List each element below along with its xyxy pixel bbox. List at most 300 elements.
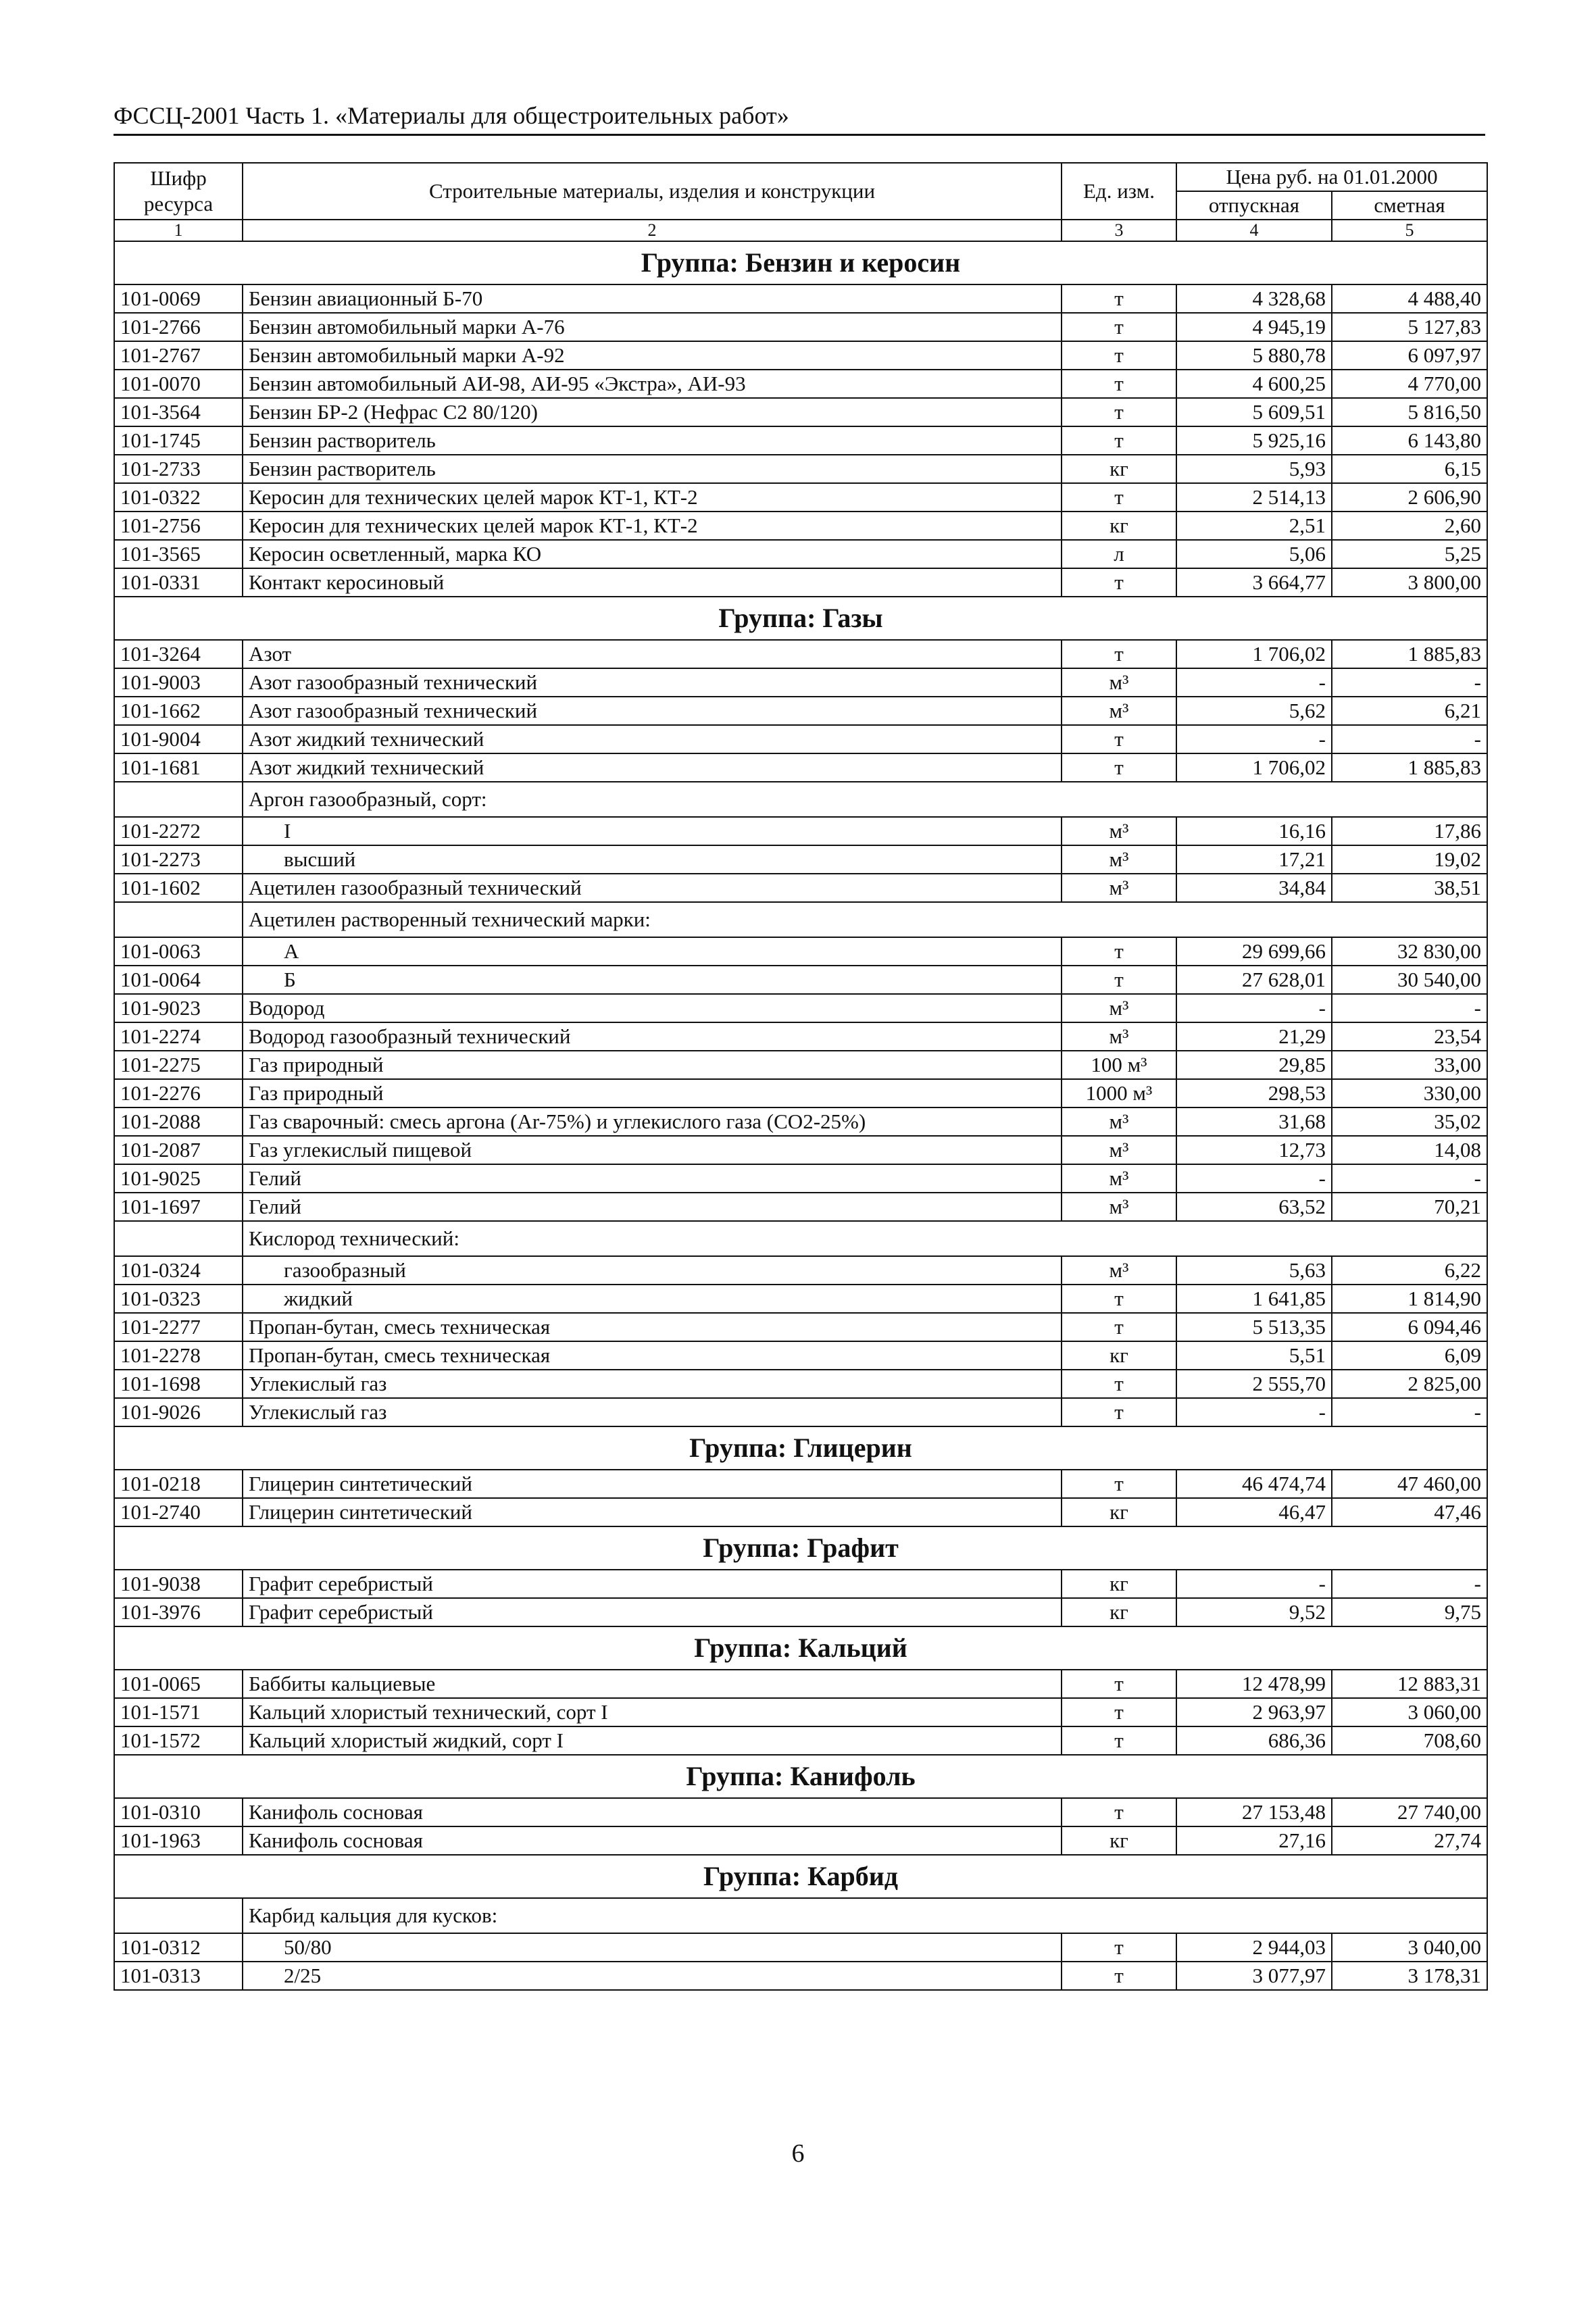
material-name-cell: Пропан-бутан, смесь техническая (243, 1341, 1062, 1370)
column-number: 4 (1176, 220, 1332, 241)
material-name-cell: Бензин авиационный Б-70 (243, 284, 1062, 313)
table-row (114, 1022, 1487, 1051)
table-row (114, 370, 1487, 398)
table-row (114, 1798, 1487, 1826)
header-unit: Ед. изм. (1062, 163, 1176, 220)
material-name-cell: Баббиты кальциевые (243, 1670, 1062, 1698)
release-price-cell: 12,73 (1176, 1136, 1332, 1164)
table-row (114, 512, 1487, 540)
release-price-cell: 5 513,35 (1176, 1313, 1332, 1341)
estimate-price-cell: 3 178,31 (1332, 1962, 1487, 1990)
resource-code-cell: 101-1602 (114, 874, 243, 902)
resource-code-cell: 101-9038 (114, 1570, 243, 1598)
price-table (114, 162, 1488, 1991)
unit-cell: т (1062, 1670, 1176, 1698)
unit-cell: кг (1062, 512, 1176, 540)
resource-code-cell: 101-0069 (114, 284, 243, 313)
unit-cell: т (1062, 1470, 1176, 1498)
table-row (114, 994, 1487, 1022)
estimate-price-cell: 1 814,90 (1332, 1285, 1487, 1313)
estimate-price-cell: 3 800,00 (1332, 568, 1487, 597)
unit-cell: т (1062, 1285, 1176, 1313)
unit-cell: т (1062, 725, 1176, 753)
unit-cell: т (1062, 753, 1176, 782)
subheading-row (114, 902, 1487, 937)
release-price-cell: 5 925,16 (1176, 426, 1332, 455)
unit-cell: т (1062, 483, 1176, 512)
column-number: 2 (243, 220, 1062, 241)
material-name-cell: Канифоль сосновая (243, 1798, 1062, 1826)
estimate-price-cell: 2 606,90 (1332, 483, 1487, 512)
release-price-cell: 27 628,01 (1176, 966, 1332, 994)
unit-cell: т (1062, 1798, 1176, 1826)
release-price-cell: 2,51 (1176, 512, 1332, 540)
estimate-price-cell: 70,21 (1332, 1193, 1487, 1221)
table-row (114, 1670, 1487, 1698)
release-price-cell: 2 514,13 (1176, 483, 1332, 512)
subheading-row (114, 1221, 1487, 1256)
estimate-price-cell: 5,25 (1332, 540, 1487, 568)
material-name-cell: Бензин автомобильный АИ-98, АИ-95 «Экстра», АИ-93 (243, 370, 1062, 398)
material-name-cell: Углекислый газ (243, 1398, 1062, 1426)
unit-cell: т (1062, 1726, 1176, 1755)
release-price-cell: 2 963,97 (1176, 1698, 1332, 1726)
estimate-price-cell: 30 540,00 (1332, 966, 1487, 994)
unit-cell: т (1062, 966, 1176, 994)
table-row (114, 313, 1487, 341)
release-price-cell: 5,63 (1176, 1256, 1332, 1285)
unit-cell: т (1062, 568, 1176, 597)
page-number: 6 (791, 2139, 805, 2168)
estimate-price-cell: 6,22 (1332, 1256, 1487, 1285)
material-name-cell: Графит серебристый (243, 1598, 1062, 1626)
unit-cell: м³ (1062, 817, 1176, 845)
material-name-cell: Азот газообразный технический (243, 668, 1062, 697)
table-row (114, 668, 1487, 697)
unit-cell: т (1062, 937, 1176, 966)
estimate-price-cell: 4 488,40 (1332, 284, 1487, 313)
table-row (114, 1698, 1487, 1726)
unit-cell: м³ (1062, 1193, 1176, 1221)
estimate-price-cell: - (1332, 994, 1487, 1022)
table-row (114, 426, 1487, 455)
material-name-cell: 50/80 (243, 1933, 1062, 1962)
material-name-cell: Газ углекислый пищевой (243, 1136, 1062, 1164)
header-price-release: отпускная (1176, 191, 1332, 220)
table-row (114, 1598, 1487, 1626)
table-row (114, 640, 1487, 668)
table-row (114, 483, 1487, 512)
estimate-price-cell: 1 885,83 (1332, 640, 1487, 668)
release-price-cell: 3 664,77 (1176, 568, 1332, 597)
material-name-cell: высший (243, 845, 1062, 874)
release-price-cell: 2 555,70 (1176, 1370, 1332, 1398)
table-row (114, 1726, 1487, 1755)
group-title: Группа: Газы (114, 597, 1487, 640)
subheading-label: Карбид кальция для кусков: (243, 1898, 1487, 1933)
estimate-price-cell: 27 740,00 (1332, 1798, 1487, 1826)
estimate-price-cell: 32 830,00 (1332, 937, 1487, 966)
material-name-cell: Кальций хлористый жидкий, сорт I (243, 1726, 1062, 1755)
release-price-cell: 1 706,02 (1176, 640, 1332, 668)
material-name-cell: Бензин автомобильный марки А-76 (243, 313, 1062, 341)
resource-code-cell: 101-0331 (114, 568, 243, 597)
subheading-row (114, 1898, 1487, 1933)
estimate-price-cell: - (1332, 668, 1487, 697)
material-name-cell: Глицерин синтетический (243, 1498, 1062, 1526)
release-price-cell: 17,21 (1176, 845, 1332, 874)
resource-code-cell: 101-1697 (114, 1193, 243, 1221)
release-price-cell: - (1176, 1398, 1332, 1426)
column-number: 3 (1062, 220, 1176, 241)
unit-cell: кг (1062, 1498, 1176, 1526)
release-price-cell: 46 474,74 (1176, 1470, 1332, 1498)
table-row (114, 753, 1487, 782)
table-row (114, 817, 1487, 845)
resource-code-cell: 101-0323 (114, 1285, 243, 1313)
unit-cell: т (1062, 398, 1176, 426)
subheading-row (114, 782, 1487, 817)
release-price-cell: 5,51 (1176, 1341, 1332, 1370)
resource-code-cell: 101-3565 (114, 540, 243, 568)
estimate-price-cell: 3 060,00 (1332, 1698, 1487, 1726)
unit-cell: т (1062, 1370, 1176, 1398)
unit-cell: т (1062, 1313, 1176, 1341)
resource-code-cell: 101-2276 (114, 1079, 243, 1107)
resource-code-cell: 101-2740 (114, 1498, 243, 1526)
material-name-cell: Контакт керосиновый (243, 568, 1062, 597)
document-header (114, 101, 1485, 136)
material-name-cell: Пропан-бутан, смесь техническая (243, 1313, 1062, 1341)
unit-cell: т (1062, 1933, 1176, 1962)
resource-code-cell: 101-1572 (114, 1726, 243, 1755)
unit-cell: т (1062, 1398, 1176, 1426)
release-price-cell: 5 880,78 (1176, 341, 1332, 370)
column-number: 5 (1332, 220, 1487, 241)
table-row (114, 1107, 1487, 1136)
group-title: Группа: Карбид (114, 1855, 1487, 1898)
material-name-cell: А (243, 937, 1062, 966)
material-name-cell: Графит серебристый (243, 1570, 1062, 1598)
material-name-cell: Газ природный (243, 1051, 1062, 1079)
column-number: 1 (114, 220, 243, 241)
estimate-price-cell: 3 040,00 (1332, 1933, 1487, 1962)
unit-cell: кг (1062, 1826, 1176, 1855)
resource-code-cell: 101-1681 (114, 753, 243, 782)
subheading-label: Кислород технический: (243, 1221, 1487, 1256)
estimate-price-cell: 1 885,83 (1332, 753, 1487, 782)
resource-code-cell: 101-2767 (114, 341, 243, 370)
unit-cell: л (1062, 540, 1176, 568)
material-name-cell: Керосин осветленный, марка КО (243, 540, 1062, 568)
estimate-price-cell: 4 770,00 (1332, 370, 1487, 398)
group-header-row (114, 1855, 1487, 1898)
material-name-cell: Бензин БР-2 (Нефрас С2 80/120) (243, 398, 1062, 426)
group-title: Группа: Кальций (114, 1626, 1487, 1670)
release-price-cell: 4 328,68 (1176, 284, 1332, 313)
resource-code-cell: 101-3976 (114, 1598, 243, 1626)
material-name-cell: Водород (243, 994, 1062, 1022)
table-row (114, 845, 1487, 874)
table-row (114, 1193, 1487, 1221)
estimate-price-cell: - (1332, 725, 1487, 753)
table-row (114, 398, 1487, 426)
material-name-cell: Газ природный (243, 1079, 1062, 1107)
empty-cell (114, 1221, 243, 1256)
resource-code-cell: 101-1698 (114, 1370, 243, 1398)
estimate-price-cell: 5 816,50 (1332, 398, 1487, 426)
group-header-row (114, 1755, 1487, 1798)
estimate-price-cell: 35,02 (1332, 1107, 1487, 1136)
material-name-cell: газообразный (243, 1256, 1062, 1285)
unit-cell: м³ (1062, 845, 1176, 874)
release-price-cell: 12 478,99 (1176, 1670, 1332, 1698)
resource-code-cell: 101-9026 (114, 1398, 243, 1426)
header-code: Шифр ресурса (114, 163, 243, 220)
material-name-cell: жидкий (243, 1285, 1062, 1313)
material-name-cell: Углекислый газ (243, 1370, 1062, 1398)
table-row (114, 874, 1487, 902)
material-name-cell: Канифоль сосновая (243, 1826, 1062, 1855)
unit-cell: т (1062, 426, 1176, 455)
table-row (114, 1164, 1487, 1193)
release-price-cell: 3 077,97 (1176, 1962, 1332, 1990)
table-row (114, 1341, 1487, 1370)
header-price: Цена руб. на 01.01.2000 (1176, 163, 1487, 191)
estimate-price-cell: - (1332, 1570, 1487, 1598)
resource-code-cell: 101-0313 (114, 1962, 243, 1990)
material-name-cell: Азот жидкий технический (243, 753, 1062, 782)
resource-code-cell: 101-2275 (114, 1051, 243, 1079)
release-price-cell: 5,62 (1176, 697, 1332, 725)
release-price-cell: 2 944,03 (1176, 1933, 1332, 1962)
resource-code-cell: 101-0063 (114, 937, 243, 966)
unit-cell: т (1062, 370, 1176, 398)
material-name-cell: Газ сварочный: смесь аргона (Ar-75%) и углекислого газа (СО2-25%) (243, 1107, 1062, 1136)
unit-cell: кг (1062, 1341, 1176, 1370)
release-price-cell: 298,53 (1176, 1079, 1332, 1107)
unit-cell: м³ (1062, 1136, 1176, 1164)
release-price-cell: 686,36 (1176, 1726, 1332, 1755)
estimate-price-cell: 708,60 (1332, 1726, 1487, 1755)
release-price-cell: 29,85 (1176, 1051, 1332, 1079)
resource-code-cell: 101-3564 (114, 398, 243, 426)
material-name-cell: Гелий (243, 1164, 1062, 1193)
resource-code-cell: 101-0322 (114, 483, 243, 512)
subheading-label: Ацетилен растворенный технический марки: (243, 902, 1487, 937)
release-price-cell: 9,52 (1176, 1598, 1332, 1626)
table-row (114, 697, 1487, 725)
release-price-cell: 5,06 (1176, 540, 1332, 568)
unit-cell: м³ (1062, 1164, 1176, 1193)
resource-code-cell: 101-9025 (114, 1164, 243, 1193)
release-price-cell: 4 945,19 (1176, 313, 1332, 341)
unit-cell: т (1062, 640, 1176, 668)
estimate-price-cell: - (1332, 1398, 1487, 1426)
table-row (114, 725, 1487, 753)
estimate-price-cell: - (1332, 1164, 1487, 1193)
resource-code-cell: 101-2272 (114, 817, 243, 845)
material-name-cell: Бензин растворитель (243, 426, 1062, 455)
estimate-price-cell: 19,02 (1332, 845, 1487, 874)
header-name: Строительные материалы, изделия и конструкции (243, 163, 1062, 220)
resource-code-cell: 101-9003 (114, 668, 243, 697)
release-price-cell: - (1176, 1570, 1332, 1598)
empty-cell (114, 1898, 243, 1933)
resource-code-cell: 101-1662 (114, 697, 243, 725)
release-price-cell: - (1176, 668, 1332, 697)
estimate-price-cell: 12 883,31 (1332, 1670, 1487, 1698)
table-row (114, 1370, 1487, 1398)
table-row (114, 1285, 1487, 1313)
table-row (114, 1398, 1487, 1426)
resource-code-cell: 101-2087 (114, 1136, 243, 1164)
unit-cell: 1000 м³ (1062, 1079, 1176, 1107)
estimate-price-cell: 6,21 (1332, 697, 1487, 725)
unit-cell: м³ (1062, 668, 1176, 697)
release-price-cell: 63,52 (1176, 1193, 1332, 1221)
resource-code-cell: 101-0312 (114, 1933, 243, 1962)
table-row (114, 1570, 1487, 1598)
estimate-price-cell: 330,00 (1332, 1079, 1487, 1107)
group-title: Группа: Глицерин (114, 1426, 1487, 1470)
release-price-cell: - (1176, 994, 1332, 1022)
material-name-cell: Бензин автомобильный марки А-92 (243, 341, 1062, 370)
resource-code-cell: 101-2733 (114, 455, 243, 483)
estimate-price-cell: 6 094,46 (1332, 1313, 1487, 1341)
estimate-price-cell: 23,54 (1332, 1022, 1487, 1051)
unit-cell: т (1062, 284, 1176, 313)
resource-code-cell: 101-2278 (114, 1341, 243, 1370)
empty-cell (114, 902, 243, 937)
unit-cell: кг (1062, 455, 1176, 483)
estimate-price-cell: 5 127,83 (1332, 313, 1487, 341)
resource-code-cell: 101-0064 (114, 966, 243, 994)
resource-code-cell: 101-2088 (114, 1107, 243, 1136)
estimate-price-cell: 6,15 (1332, 455, 1487, 483)
unit-cell: кг (1062, 1570, 1176, 1598)
table-body (114, 241, 1487, 1990)
estimate-price-cell: 33,00 (1332, 1051, 1487, 1079)
resource-code-cell: 101-2756 (114, 512, 243, 540)
table-row (114, 341, 1487, 370)
material-name-cell: Кальций хлористый технический, сорт I (243, 1698, 1062, 1726)
table-row (114, 1498, 1487, 1526)
group-title: Группа: Графит (114, 1526, 1487, 1570)
estimate-price-cell: 6,09 (1332, 1341, 1487, 1370)
table-row (114, 540, 1487, 568)
resource-code-cell: 101-0070 (114, 370, 243, 398)
table-row (114, 1256, 1487, 1285)
release-price-cell: 1 641,85 (1176, 1285, 1332, 1313)
estimate-price-cell: 9,75 (1332, 1598, 1487, 1626)
unit-cell: т (1062, 1698, 1176, 1726)
group-header-row (114, 1626, 1487, 1670)
group-title: Группа: Бензин и керосин (114, 241, 1487, 284)
release-price-cell: - (1176, 1164, 1332, 1193)
resource-code-cell: 101-9004 (114, 725, 243, 753)
table-row (114, 1470, 1487, 1498)
material-name-cell: Глицерин синтетический (243, 1470, 1062, 1498)
release-price-cell: 27 153,48 (1176, 1798, 1332, 1826)
release-price-cell: 5 609,51 (1176, 398, 1332, 426)
estimate-price-cell: 6 097,97 (1332, 341, 1487, 370)
header-price-estimate: сметная (1332, 191, 1487, 220)
resource-code-cell: 101-2766 (114, 313, 243, 341)
release-price-cell: 27,16 (1176, 1826, 1332, 1855)
table-row (114, 1136, 1487, 1164)
unit-cell: т (1062, 313, 1176, 341)
group-header-row (114, 241, 1487, 284)
resource-code-cell: 101-1571 (114, 1698, 243, 1726)
table-row (114, 966, 1487, 994)
resource-code-cell: 101-2273 (114, 845, 243, 874)
release-price-cell: - (1176, 725, 1332, 753)
material-name-cell: Ацетилен газообразный технический (243, 874, 1062, 902)
resource-code-cell: 101-1963 (114, 1826, 243, 1855)
subheading-label: Аргон газообразный, сорт: (243, 782, 1487, 817)
estimate-price-cell: 38,51 (1332, 874, 1487, 902)
release-price-cell: 16,16 (1176, 817, 1332, 845)
material-name-cell: 2/25 (243, 1962, 1062, 1990)
group-header-row (114, 1526, 1487, 1570)
table-header (114, 163, 1487, 241)
material-name-cell: I (243, 817, 1062, 845)
resource-code-cell: 101-0065 (114, 1670, 243, 1698)
release-price-cell: 34,84 (1176, 874, 1332, 902)
resource-code-cell: 101-9023 (114, 994, 243, 1022)
table-row (114, 284, 1487, 313)
unit-cell: м³ (1062, 1256, 1176, 1285)
unit-cell: м³ (1062, 994, 1176, 1022)
unit-cell: м³ (1062, 1022, 1176, 1051)
estimate-price-cell: 17,86 (1332, 817, 1487, 845)
resource-code-cell: 101-1745 (114, 426, 243, 455)
release-price-cell: 4 600,25 (1176, 370, 1332, 398)
resource-code-cell: 101-2277 (114, 1313, 243, 1341)
unit-cell: м³ (1062, 697, 1176, 725)
estimate-price-cell: 47,46 (1332, 1498, 1487, 1526)
material-name-cell: Азот (243, 640, 1062, 668)
unit-cell: м³ (1062, 874, 1176, 902)
unit-cell: м³ (1062, 1107, 1176, 1136)
release-price-cell: 29 699,66 (1176, 937, 1332, 966)
material-name-cell: Гелий (243, 1193, 1062, 1221)
table-row (114, 1933, 1487, 1962)
material-name-cell: Водород газообразный технический (243, 1022, 1062, 1051)
table-row (114, 937, 1487, 966)
resource-code-cell: 101-2274 (114, 1022, 243, 1051)
table-row (114, 1313, 1487, 1341)
unit-cell: т (1062, 1962, 1176, 1990)
material-name-cell: Б (243, 966, 1062, 994)
release-price-cell: 1 706,02 (1176, 753, 1332, 782)
material-name-cell: Азот газообразный технический (243, 697, 1062, 725)
group-header-row (114, 597, 1487, 640)
material-name-cell: Бензин растворитель (243, 455, 1062, 483)
unit-cell: кг (1062, 1598, 1176, 1626)
resource-code-cell: 101-0218 (114, 1470, 243, 1498)
table-row (114, 1079, 1487, 1107)
empty-cell (114, 782, 243, 817)
material-name-cell: Керосин для технических целей марок КТ-1, КТ-2 (243, 512, 1062, 540)
estimate-price-cell: 6 143,80 (1332, 426, 1487, 455)
estimate-price-cell: 2 825,00 (1332, 1370, 1487, 1398)
document-title: ФССЦ-2001 Часть 1. «Материалы для общестроительных работ» (114, 102, 789, 129)
resource-code-cell: 101-3264 (114, 640, 243, 668)
group-title: Группа: Канифоль (114, 1755, 1487, 1798)
release-price-cell: 31,68 (1176, 1107, 1332, 1136)
